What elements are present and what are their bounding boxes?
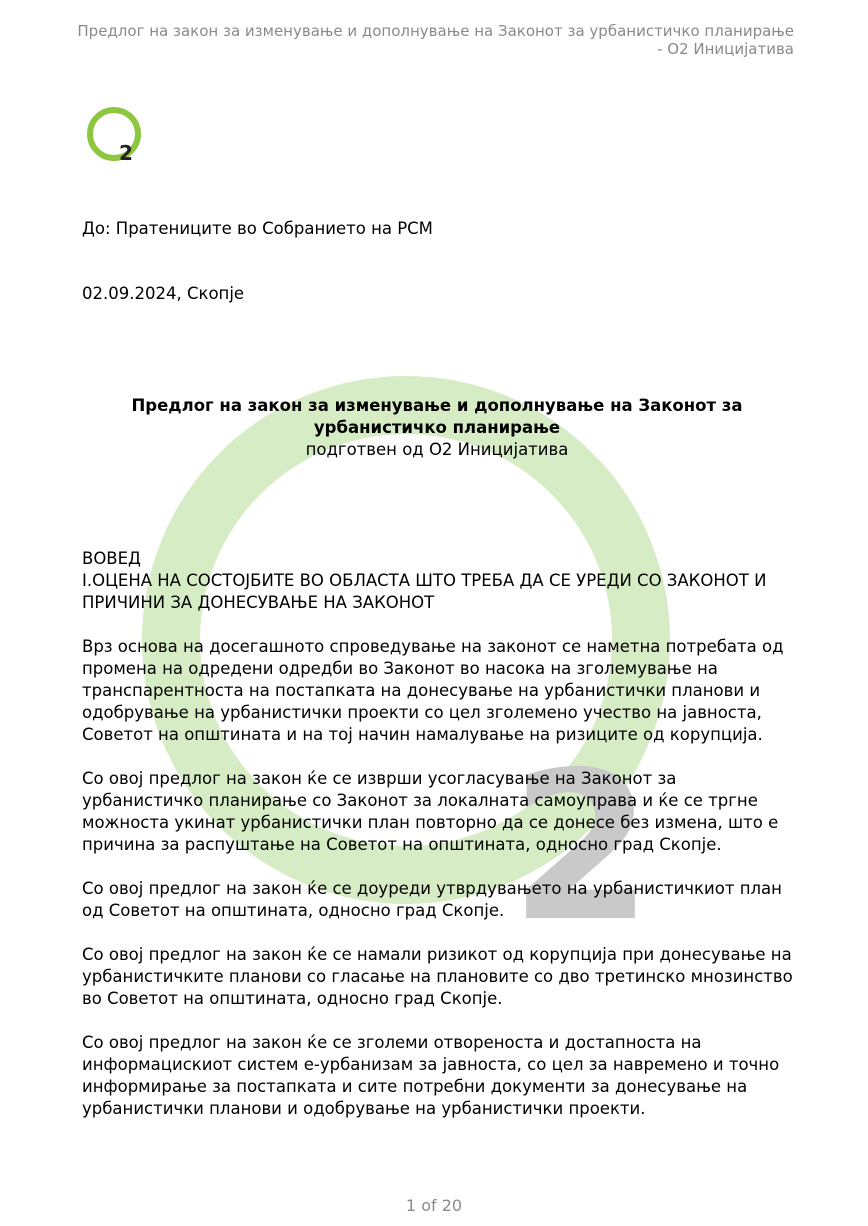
paragraph: Со овој предлог на закон ќе се намали ризикот од корупција при донесување на урбанистичките планови со гласање на плановите со дво третинско мнозинство во Советот на општината, односно град Скопје. <box>82 945 793 1008</box>
watermark-digit: 2 <box>510 729 653 967</box>
running-header: Предлог на закон за изменување и дополнување на Законот за урбанистичко планирање - O2 Иницијатива <box>77 22 794 58</box>
o2-logo-icon <box>84 104 148 168</box>
section-intro: ВОВЕД <box>82 549 141 568</box>
logo-digit: 2 <box>119 141 133 165</box>
addressee: До: Пратениците во Собранието на РСМ <box>82 219 433 238</box>
title-line-1: Предлог на закон за изменување и дополнување на Законот за <box>131 396 743 415</box>
date-place: 02.09.2024, Скопје <box>82 284 245 303</box>
paragraph: Врз основа на досегашното спроведување на законот се наметна потребата од промена на одредени одредби во Законот во насока на зголемување на транспарентноста на постапката на донесување на урбанистички планови и одобрување на урбанистички проекти со цел зголемено учество на јавноста, Советот на општината и на тој начин намалување на ризиците од корупција. <box>82 637 784 744</box>
paragraph: Со овој предлог на закон ќе се изврши усогласување на Законот за урбанистичко планирање со Законот за локалната самоуправа и ќе се тргне можноста укинат урбанистички план повторно да се донесе без измена, што е причина за распуштање на Советот на општината, односно град Скопје. <box>82 769 779 854</box>
section-title: I.ОЦЕНА НА СОСТОЈБИТЕ ВО ОБЛАСТА ШТО ТРЕБА ДА СЕ УРЕДИ СО ЗАКОНОТ И ПРИЧИНИ ЗА ДОНЕСУВАЊЕ НА ЗАКОНОТ <box>82 571 767 612</box>
title-line-2: урбанистичко планирање <box>313 418 561 437</box>
page-number: 1 of 20 <box>405 1196 463 1215</box>
document-title <box>82 395 792 461</box>
paragraphs <box>82 636 802 1142</box>
section-heading <box>82 548 802 614</box>
title-subtitle: подготвен од О2 Иницијатива <box>305 440 569 459</box>
paragraph: Со овој предлог на закон ќе се доуреди утврдувањето на урбанистичкиот план од Советот на општината, односно град Скопје. <box>82 879 782 920</box>
paragraph: Со овој предлог на закон ќе се зголеми отвореноста и достапноста на информацискиот систем е-урбанизам за јавноста, со цел за навремено и точно информирање за постапката и сите потребни документи за донесување на урбанистички планови и одобрување на урбанистички проекти. <box>82 1033 780 1118</box>
